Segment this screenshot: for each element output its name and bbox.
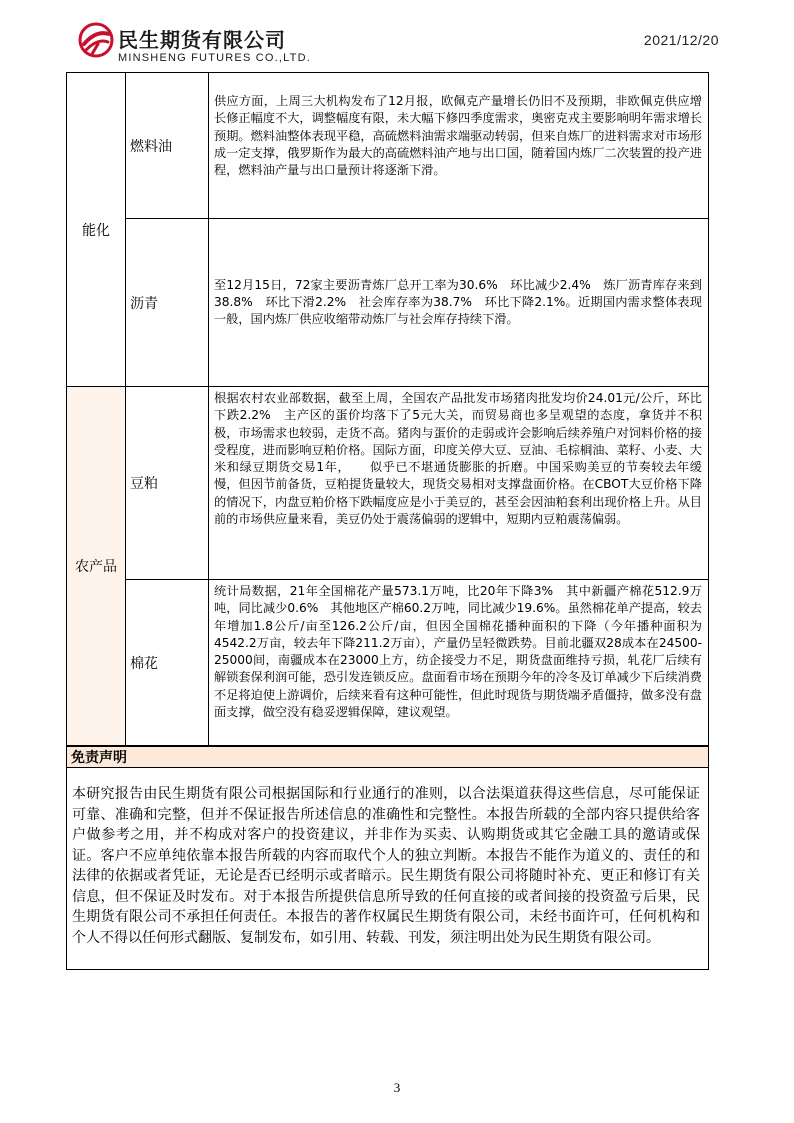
- page-number: 3: [393, 1080, 401, 1095]
- disclaimer-text: 本研究报告由民生期货有限公司根据国际和行业通行的准则，以合法渠道获得这些信息，尽可能保证可靠、准确和完整，但并不保证报告所述信息的准确性和完整性。本报告所载的全部内容只提供给客户做参考之用，并不构成对客户的投资建议，并非作为买卖、认购期货或其它金融工具的邀请或保证。客户不应单纯依靠本报告所载的内容而取代个人的独立判断。本报告不能作为道义的、责任的和法律的依据或者凭证，无论是否已经明示或者暗示。民生期货有限公司将随时补充、更正和修订有关信息，但不保证及时发布。对于本报告所提供信息所导致的任何直接的或者间接的投资盈亏后果，民生期货有限公司不承担任何责任。本报告的著作权属民生期货有限公司，未经书面许可，任何机构和个人不得以任何形式翻版、复制发布，如引用、转载、刊发，须注明出处为民生期货有限公司。: [66, 768, 709, 970]
- asphalt-analysis: 至12月15日，72家主要沥青炼厂总开工率为30.6% 环比减少2.4% 炼厂沥青库存来到38.8% 环比下滑2.2% 社会库存率为38.7% 环比下降2.1%。近期国内需求整体表现一般，国内炼厂供应收缩带动炼厂与社会库存持续下滑。: [209, 219, 709, 387]
- commodity-analysis-table: [66, 72, 709, 746]
- table-row: [67, 219, 709, 387]
- item-soybean-meal: 豆粕: [126, 387, 209, 580]
- company-name-en: MINSHENG FUTURES CO.,LTD.: [118, 52, 311, 64]
- disclaimer-title: 免责声明: [66, 746, 709, 768]
- report-date: 2021/12/20: [643, 32, 719, 48]
- company-name-cn: 民生期货有限公司: [118, 28, 286, 52]
- fuel-oil-analysis: 供应方面，上周三大机构发布了12月报，欧佩克产量增长仍旧不及预期，非欧佩克供应增长修正幅度不大，调整幅度有限，未大幅下修四季度需求，奥密克戎主要影响明年需求增长预期。燃料油整体表现平稳，高硫燃料油需求端驱动转弱，但来自炼厂的进料需求对市场形成一定支撑，俄罗斯作为最大的高硫燃料油产地与出口国，随着国内炼厂二次装置的投产进程，燃料油产量与出口量预计将逐渐下滑。: [209, 73, 709, 219]
- page-header: [0, 0, 794, 72]
- item-fuel-oil: 燃料油: [126, 73, 209, 219]
- item-asphalt: 沥青: [126, 219, 209, 387]
- company-logo-icon: [78, 22, 114, 58]
- cotton-analysis: 统计局数据，21年全国棉花产量573.1万吨，比20年下降3% 其中新疆产棉花512.9万吨，同比减少0.6% 其他地区产棉60.2万吨，同比减少19.6%。虽然棉花单产提高，较去年增加1.8公斤/亩至126.2公斤/亩，但因全国棉花播种面积的下降（今年播种面积为4542.2万亩，较去年下降211.2万亩），产量仍呈轻微跌势。目前北疆双28成本在24500-25000间，南疆成本在23000上方，纺企接受力不足，期货盘面维持亏损，轧花厂后续有解锁套保利润可能，恐引发连锁反应。盘面看市场在预期今年的冷冬及订单减少下后续消费不足将迫使上游调价，后续来看有这种可能性，但此时现货与期货端矛盾僵持，做多没有盘面支撑，做空没有稳妥逻辑保障，建议观望。: [209, 580, 709, 746]
- table-row: [67, 580, 709, 746]
- category-agriculture: 农产品: [67, 387, 126, 746]
- item-cotton: 棉花: [126, 580, 209, 746]
- category-energy-chemical: 能化: [67, 73, 126, 387]
- table-row: [67, 387, 709, 580]
- soybean-meal-analysis: 根据农村农业部数据，截至上周，全国农产品批发市场猪肉批发均价24.01元/公斤，环比下跌2.2% 主产区的蛋价均落下了5元大关，而贸易商也多呈观望的态度，拿货并不积极，市场需求也较弱，走货不高。猪肉与蛋价的走弱或许会影响后续养殖户对饲料价格的接受程度，进而影响豆粕价格。国际方面，印度关停大豆、豆油、毛棕榈油、菜籽、小麦、大米和绿豆期货交易1年， 似乎已不堪通货膨胀的折磨。中国采购美豆的节奏较去年缓慢，但因节前备货，豆粕提货量较大，现货交易相对支撑盘面价格。在CBOT大豆价格下降的情况下，内盘豆粕价格下跌幅度应是小于美豆的，甚至会因油粕套利出现价格上升。从目前的市场供应量来看，美豆仍处于震荡偏弱的逻辑中，短期内豆粕震荡偏弱。: [209, 387, 709, 580]
- table-row: [67, 73, 709, 219]
